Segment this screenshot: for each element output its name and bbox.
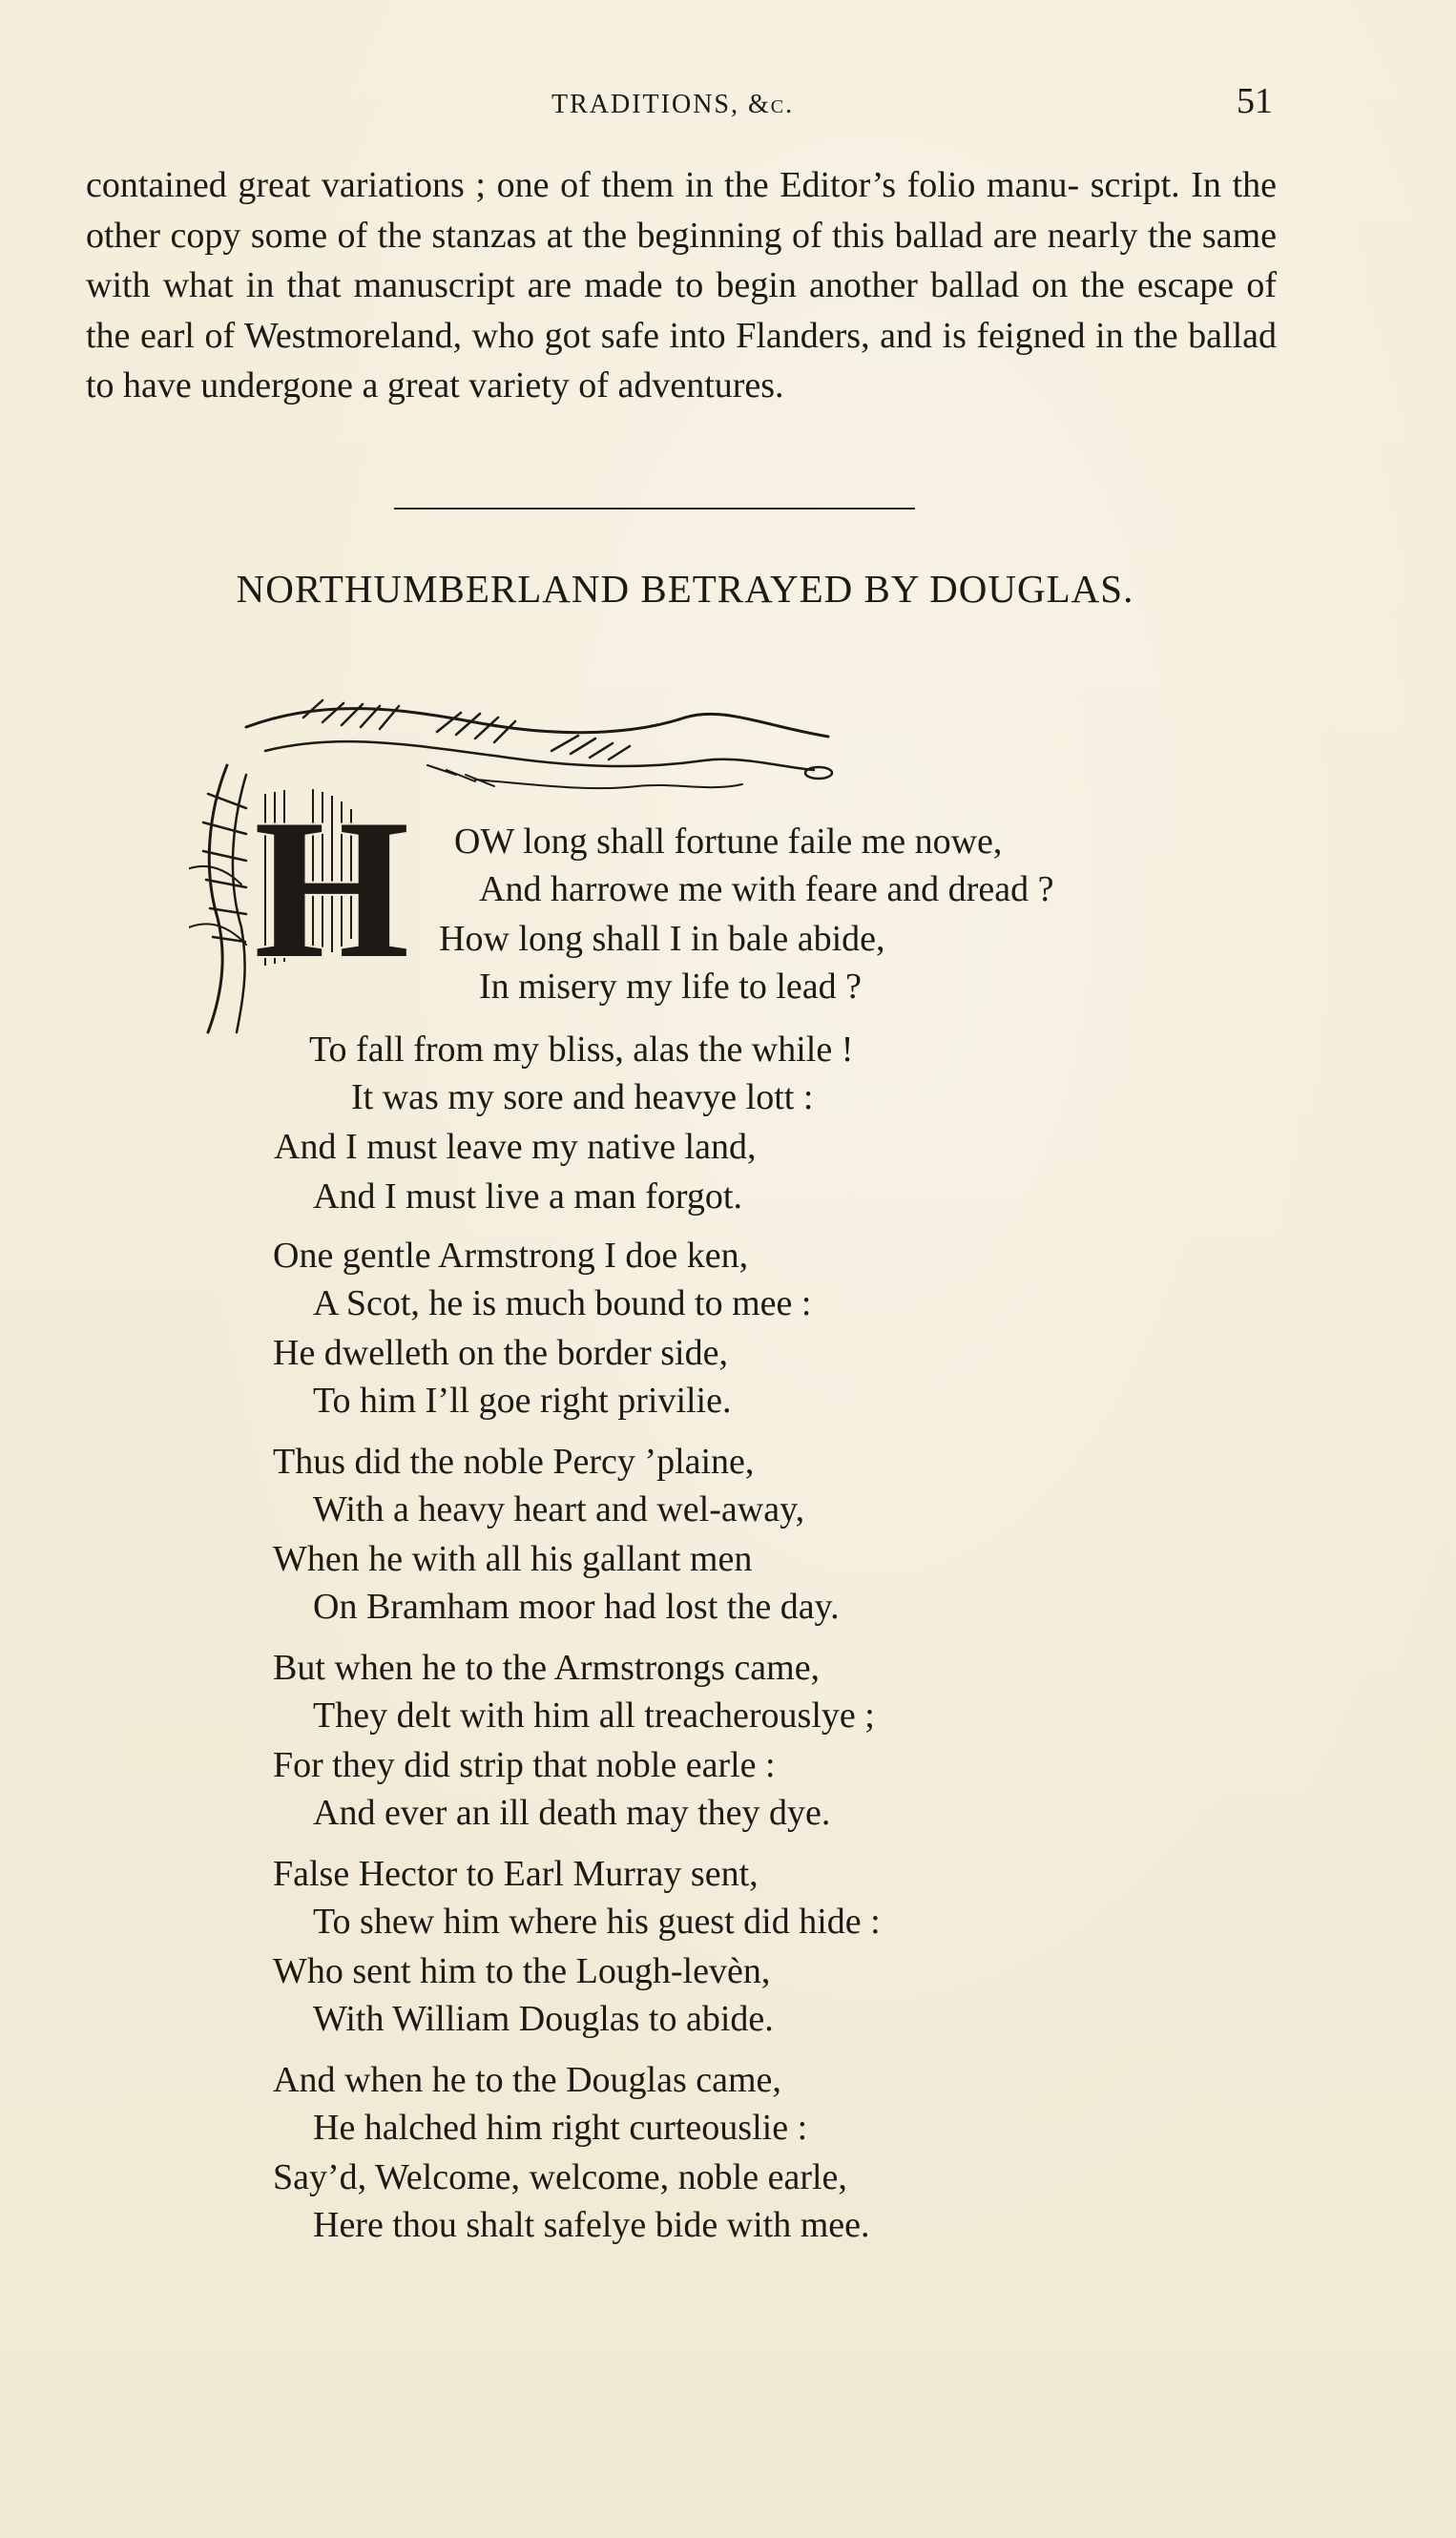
running-head <box>0 80 1456 128</box>
ballad-line: It was my sore and heavye lott : <box>351 1077 814 1117</box>
ballad-line: He dwelleth on the border side, <box>273 1333 728 1373</box>
ballad-line: With a heavy heart and wel-away, <box>313 1489 805 1529</box>
ballad-line: They delt with him all treacherouslye ; <box>313 1695 875 1736</box>
ballad-line: On Bramham moor had lost the day. <box>313 1587 840 1627</box>
page-number: 51 <box>1237 81 1273 121</box>
ballad-line: OW long shall fortune faile me nowe, <box>454 822 1003 862</box>
ballad-line: A Scot, he is much bound to mee : <box>313 1283 812 1323</box>
intro-paragraph <box>86 160 1277 411</box>
ballad-line: To fall from my bliss, alas the while ! <box>309 1030 854 1070</box>
ballad-line: And when he to the Douglas came, <box>273 2060 781 2100</box>
initial-letter: H <box>254 779 410 1000</box>
ballad-line: One gentle Armstrong I doe ken, <box>273 1236 749 1276</box>
ballad-line: Thus did the noble Percy ’plaine, <box>273 1442 755 1482</box>
ballad-line: He halched him right curteouslie : <box>313 2108 808 2148</box>
ballad-line: And ever an ill death may they dye. <box>313 1793 831 1833</box>
ballad-line: Here thou shalt safelye bide with mee. <box>313 2205 870 2245</box>
intro-text: contained great variations ; one of them in the Editor’s folio manu- script. In the other copy some of the stanzas at the beginning of this ballad are nearly the same with what in that manuscript are made to begin another ballad on the escape of the earl of Westmoreland, who got safe into Flanders, and is feigned in the ballad to have undergone a great variety of adventures. <box>86 165 1277 406</box>
ballad-line: And harrowe me with feare and dread ? <box>479 869 1054 909</box>
ballad-line: For they did strip that noble earle : <box>273 1745 776 1785</box>
ballad-line: And I must live a man forgot. <box>313 1176 742 1217</box>
ballad-line: When he with all his gallant men <box>273 1539 753 1579</box>
section-divider <box>394 508 915 510</box>
ballad-line: In misery my life to lead ? <box>479 967 862 1007</box>
ballad-line: To shew him where his guest did hide : <box>313 1902 881 1942</box>
ballad-line: To him I’ll goe right privilie. <box>313 1381 732 1421</box>
ballad-line: With William Douglas to abide. <box>313 1999 774 2039</box>
ballad-line: Who sent him to the Lough-levèn, <box>273 1951 771 1991</box>
ballad-line: Say’d, Welcome, welcome, noble earle, <box>273 2157 847 2197</box>
ballad-line: But when he to the Armstrongs came, <box>273 1648 821 1688</box>
ballad-line: And I must leave my native land, <box>274 1127 757 1167</box>
running-title: TRADITIONS, &c. <box>551 90 795 119</box>
ballad-line: How long shall I in bale abide, <box>439 919 885 959</box>
ballad-title: NORTHUMBERLAND BETRAYED BY DOUGLAS. <box>236 567 1134 611</box>
ballad-line: False Hector to Earl Murray sent, <box>273 1854 759 1894</box>
